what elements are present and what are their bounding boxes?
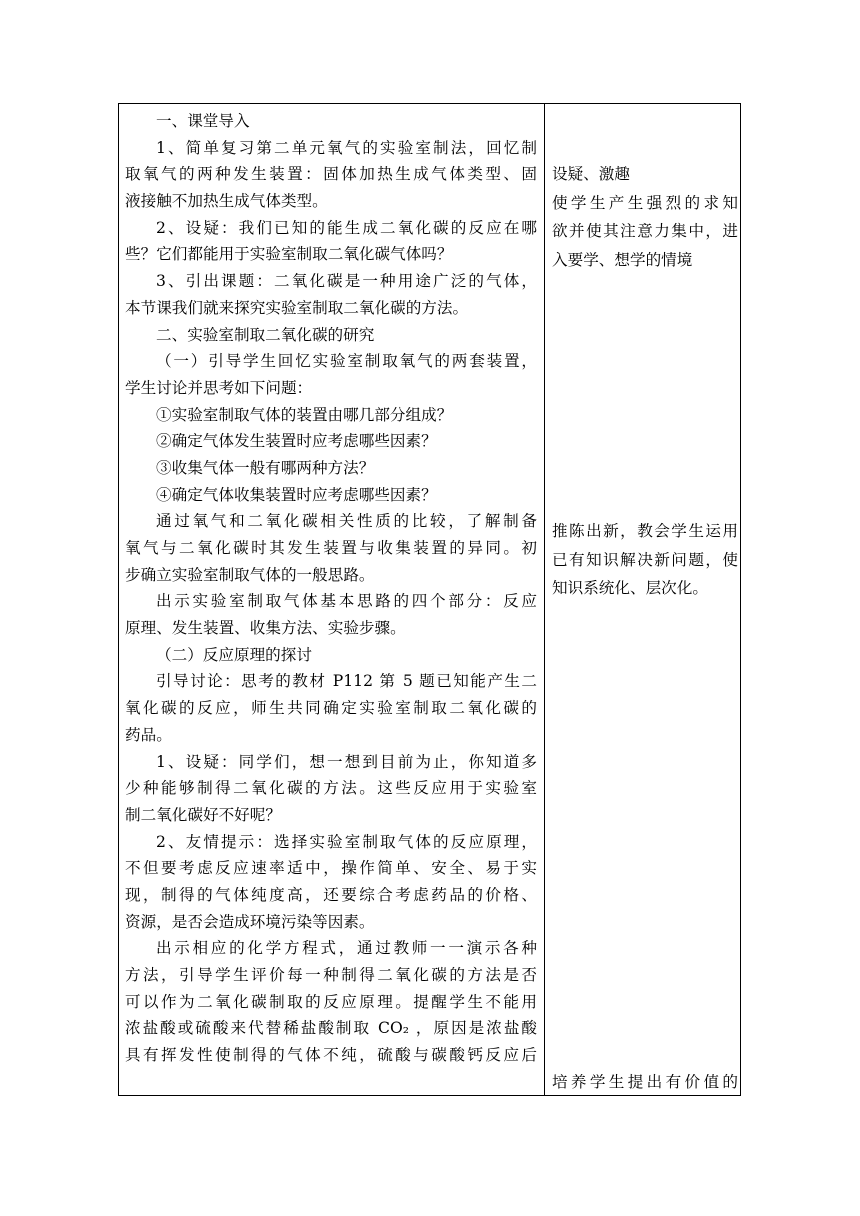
teaching-line: ③收集气体一般有哪两种方法？ (156, 458, 375, 477)
teaching-line: 不但要考虑反应速率适中，操作简单、安全、易于实 (125, 859, 537, 878)
intent-line: 使学生产生强烈的求知 (552, 193, 738, 212)
teaching-line: 1、简单复习第二单元氧气的实验室制法，回忆制 (156, 138, 537, 157)
intent-line: 已有知识解决新问题，使 (552, 550, 738, 569)
teaching-line: 药品。 (125, 725, 172, 744)
intent-line: 培养学生提出有价值的 (552, 1073, 738, 1091)
intent-line: 推陈出新，教会学生运用 (552, 522, 738, 540)
intent-line: 知识系统化、层次化。 (552, 579, 708, 598)
teaching-line: 学生讨论并思考如下问题： (125, 378, 313, 397)
teaching-line: 取氧气的两种发生装置：固体加热生成气体类型、固 (125, 165, 537, 184)
teaching-line: 原理、发生装置、收集方法、实验步骤。 (125, 619, 406, 638)
column-divider (544, 104, 545, 1095)
teaching-line: 氧气与二氧化碳时其发生装置与收集装置的异同。初 (125, 539, 537, 557)
teaching-line: ④确定气体收集装置时应考虑哪些因素？ (156, 485, 437, 504)
intent-block-intro (552, 160, 738, 275)
intent-line: 入要学、想学的情境 (552, 251, 693, 270)
lesson-plan-table (118, 103, 741, 1096)
teaching-line: 具有挥发性使制得的气体不纯，硫酸与碳酸钙反应后 (125, 1046, 537, 1065)
intent-block-question (552, 1068, 738, 1097)
teaching-line: ①实验室制取气体的装置由哪几部分组成？ (156, 405, 453, 424)
teaching-line: 可以作为二氧化碳制取的反应原理。提醒学生不能用 (125, 992, 537, 1011)
teaching-line: 浓盐酸或硫酸来代替稀盐酸制取 CO₂ ，原因是浓盐酸 (125, 1019, 537, 1038)
teaching-line: 制二氧化碳好不好呢？ (125, 805, 281, 824)
teaching-line: 少种能够制得二氧化碳的方法。这些反应用于实验室 (125, 779, 537, 798)
teaching-line: 液接触不加热生成气体类型。 (125, 192, 328, 211)
intent-line: 欲并使其注意力集中，进 (552, 222, 738, 241)
teaching-line: 引导讨论：思考的教材 P112 第 5 题已知能产生二 (156, 672, 537, 691)
teaching-line: 2、友情提示：选择实验室制取气体的反应原理， (156, 832, 537, 851)
teaching-line: 1、设疑：同学们，想一想到目前为止，你知道多 (156, 752, 537, 771)
teaching-line: 一、课堂导入 (156, 112, 250, 130)
intent-line: 设疑、激趣 (552, 165, 630, 183)
teaching-line: 通过氧气和二氧化碳相关性质的比较，了解制备 (156, 512, 537, 531)
teaching-line: 本节课我们就来探究实验室制取二氧化碳的方法。 (125, 298, 469, 317)
teaching-line: 现，制得的气体纯度高，还要综合考虑药品的价格、 (125, 885, 537, 904)
teaching-process-column (125, 108, 537, 1069)
teaching-line: 出示实验室制取气体基本思路的四个部分：反应 (156, 592, 537, 611)
teaching-line: 氧化碳的反应，师生共同确定实验室制取二氧化碳的 (125, 699, 537, 718)
teaching-line: 2、设疑：我们已知的能生成二氧化碳的反应在哪 (156, 218, 537, 237)
teaching-line: ②确定气体发生装置时应考虑哪些因素？ (156, 432, 437, 451)
teaching-line: （二）反应原理的探讨 (156, 645, 312, 664)
teaching-line: 3、引出课题：二氧化碳是一种用途广泛的气体， (156, 272, 537, 291)
teaching-line: 资源，是否会造成环境污染等因素。 (125, 912, 375, 931)
teaching-line: 些？它们都能用于实验室制取二氧化碳气体吗？ (125, 245, 453, 264)
teaching-line: 方法，引导学生评价每一种制得二氧化碳的方法是否 (125, 966, 537, 984)
teaching-line: （一）引导学生回忆实验室制取氧气的两套装置， (156, 352, 537, 371)
intent-block-method (552, 517, 738, 603)
teaching-line: 二、实验室制取二氧化碳的研究 (156, 325, 375, 344)
teaching-line: 步确立实验室制取气体的一般思路。 (125, 565, 375, 584)
teaching-line: 出示相应的化学方程式，通过教师一一演示各种 (156, 939, 537, 958)
